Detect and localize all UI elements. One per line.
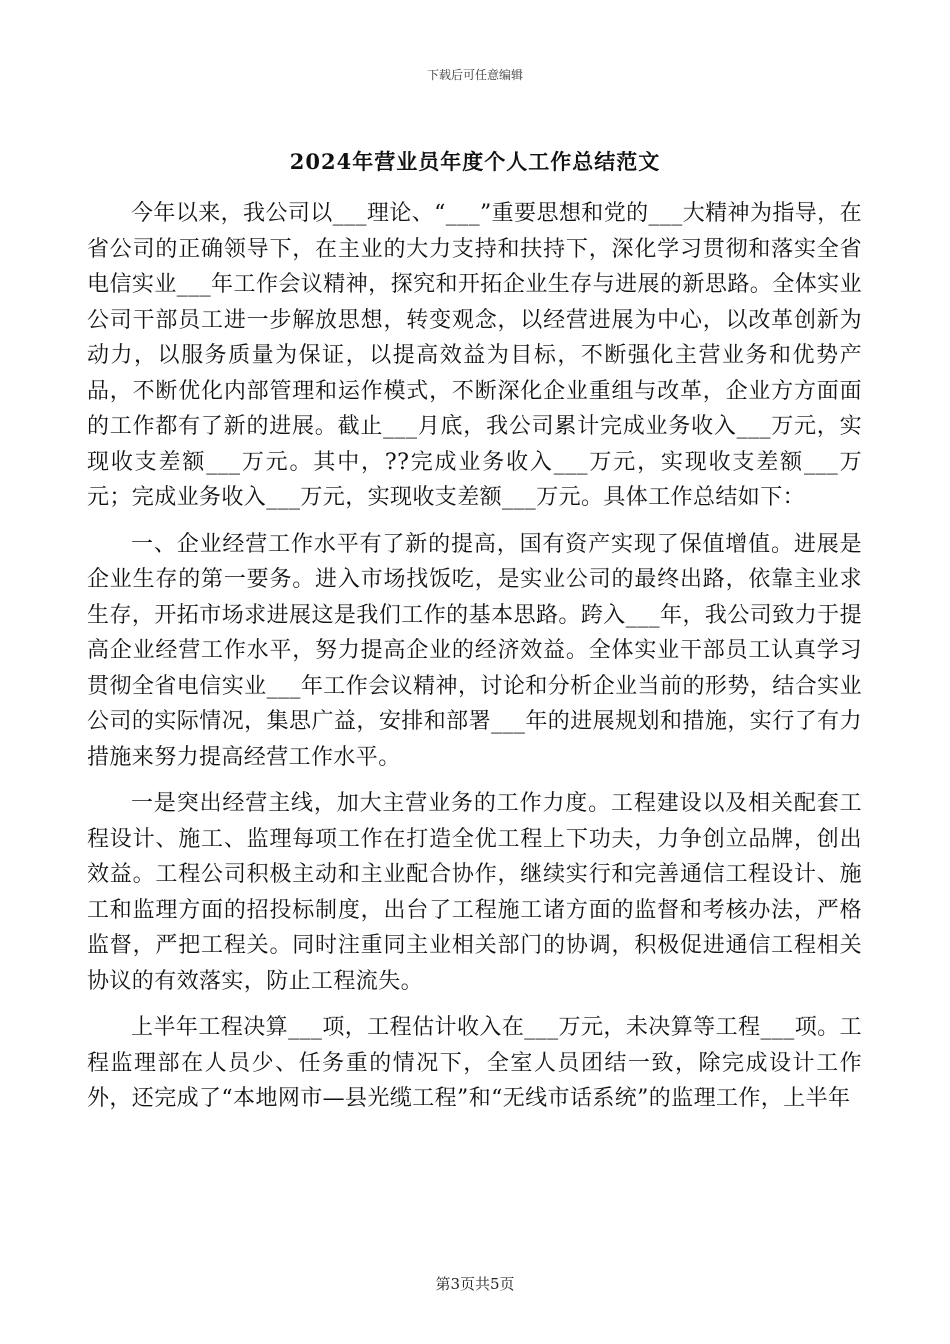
paragraph-point-one: 一是突出经营主线，加大主营业务的工作力度。工程建设以及相关配套工程设计、施工、监理每项工作在打造全优工程上下功夫，力争创立品牌，创出效益。工程公司积极主动和主业配合协作，继续实行和完善通信工程设计、施工和监理方面的招投标制度，出台了工程施工诸方面的监督和考核办法，严格监督，严把工程关。同时注重同主业相关部门的协调，积极促进通信工程相关协议的有效落实，防止工程流失。 — [87, 791, 862, 994]
paragraph-section-one: 一、企业经营工作水平有了新的提高，国有资产实现了保值增值。进展是企业生存的第一要务。进入市场找饭吃，是实业公司的最终出路，依靠主业求生存，开拓市场求进展这是我们工作的基本思路。跨入___年，我公司致力于提高企业经营工作水平，努力提高企业的经济效益。全体实业干部员工认真学习贯彻全省电信实业___年工作会议精神，讨论和分析企业当前的形势，结合实业公司的实际情况，集思广益，安排和部署___年的进展规划和措施，实行了有力措施来努力提高经营工作水平。 — [87, 531, 862, 770]
paragraph-first-half-summary: 上半年工程决算___项，工程估计收入在___万元，未决算等工程___项。工程监理部在人员少、任务重的情况下，全室人员团结一致，除完成设计工作外，还完成了“本地网市—县光缆工程”和“无线市话系统”的监理工作，上半年 — [87, 1015, 862, 1111]
document-body — [87, 196, 862, 1117]
page-header-note: 下载后可任意编辑 — [426, 68, 523, 82]
page-number-footer: 第3页共5页 — [435, 1275, 515, 1293]
paragraph-intro: 今年以来，我公司以___理论、“___”重要思想和党的___大精神为指导，在省公司的正确领导下，在主业的大力支持和扶持下，深化学习贯彻和落实全省电信实业___年工作会议精神，探究和开拓企业生存与进展的新思路。全体实业公司干部员工进一步解放思想，转变观念，以经营进展为中心，以改革创新为动力，以服务质量为保证，以提高效益为目标，不断强化主营业务和优势产品，不断优化内部管理和运作模式，不断深化企业重组与改革，企业方方面面的工作都有了新的进展。截止___月底，我公司累计完成业务收入___万元，实现收支差额___万元。其中，??完成业务收入___万元，实现收支差额___万元；完成业务收入___万元，实现收支差额___万元。具体工作总结如下： — [87, 201, 862, 510]
document-title: 2024年营业员年度个人工作总结范文 — [289, 149, 661, 174]
